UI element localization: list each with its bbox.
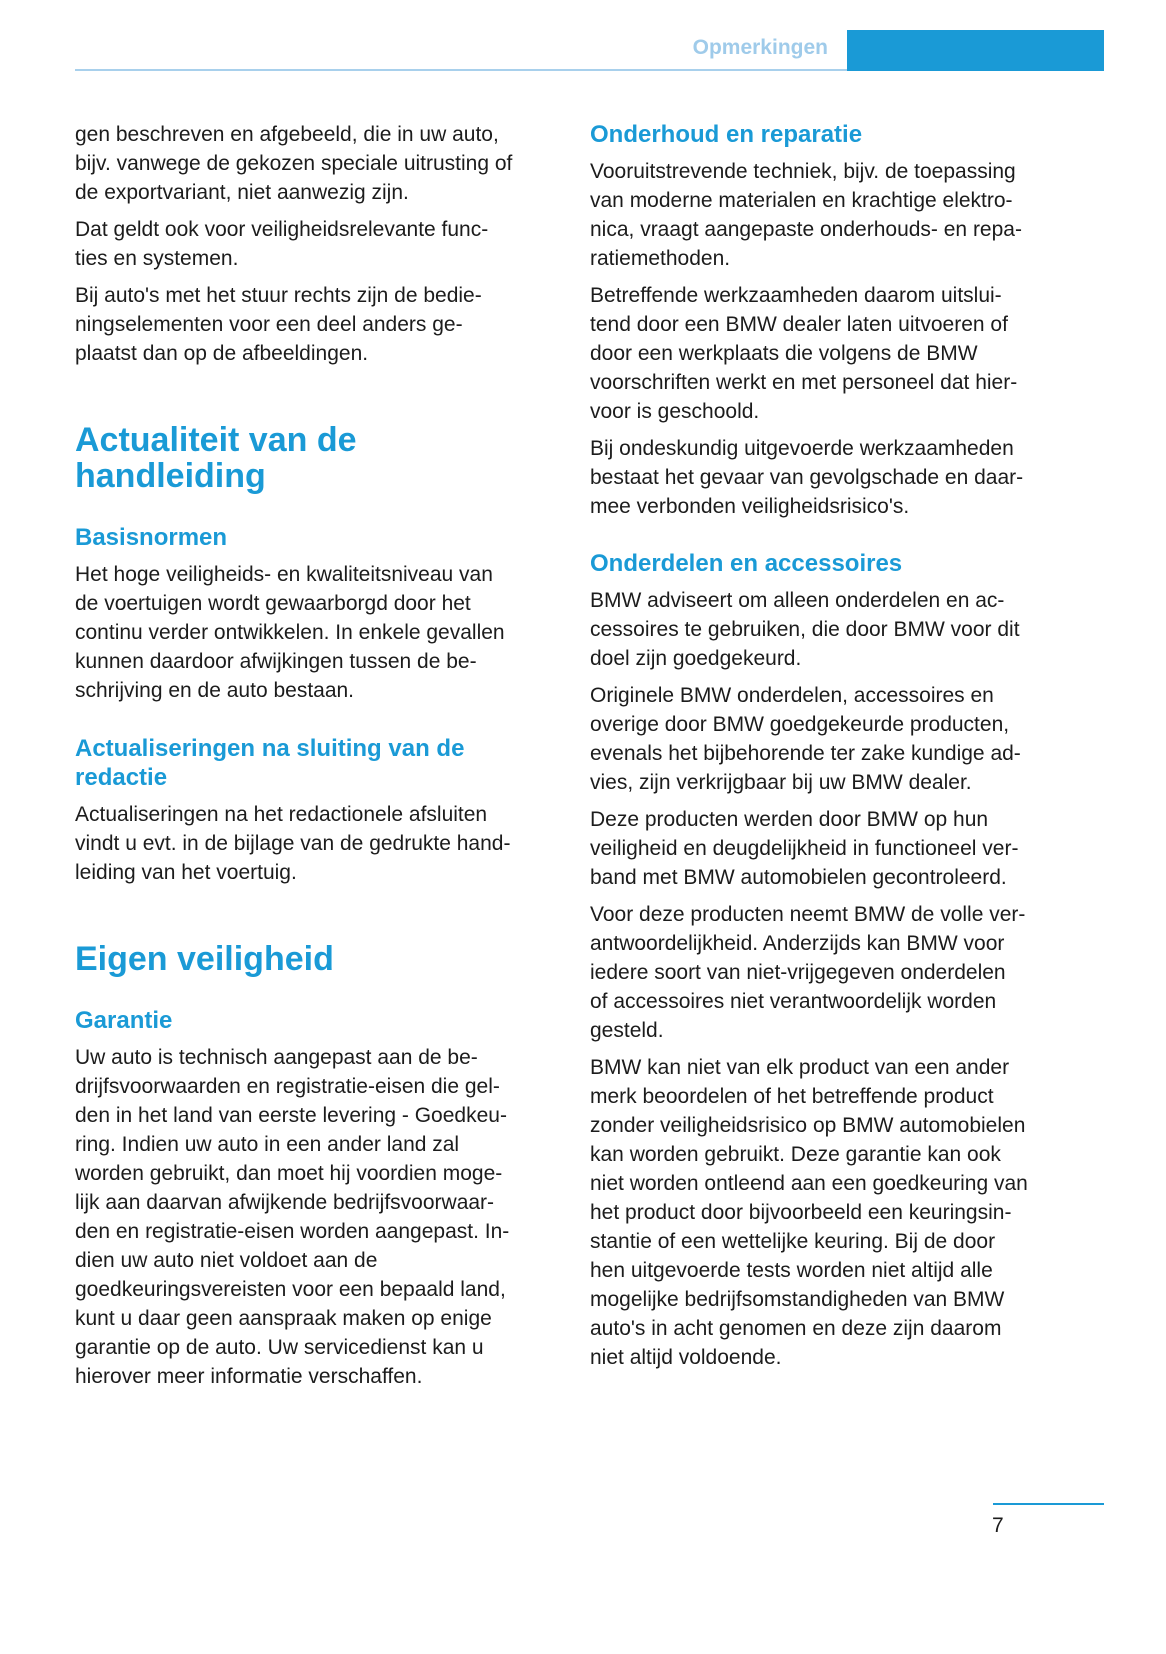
paragraph: Het hoge veiligheids- en kwaliteitsniveau van de voertuigen wordt gewaarborgd door het continu verder ontwikkelen. In enkele gevallen kunnen daardoor afwijkingen tussen de be- schrijving en de auto bestaan. [75, 563, 505, 702]
header-rule [75, 69, 847, 71]
paragraph: Voor deze producten neemt BMW de volle ver- antwoordelijkheid. Anderzijds kan BMW voor iedere soort van niet-vrijgegeven onderdelen of accessoires niet verantwoordelijk worden gesteld. [590, 903, 1026, 1042]
heading-basisnormen: Basisnormen [75, 524, 228, 551]
paragraph: Deze producten werden door BMW op hun veiligheid en deugdelijkheid in functioneel ver- band met BMW automobielen gecontroleerd. [590, 808, 1019, 889]
paragraph: Betreffende werkzaamheden daarom uitslui- tend door een BMW dealer laten uitvoeren of door een werkplaats die volgens de BMW voorschriften werkt en met personeel dat hier- voor is geschoold. [590, 284, 1018, 423]
paragraph: Originele BMW onderdelen, accessoires en overige door BMW goedgekeurde producten, evenals het bijbehorende ter zake kundige ad- vies, zijn verkrijgbaar bij uw BMW dealer. [590, 684, 1021, 794]
header-color-bar [847, 30, 1104, 71]
section-title: Opmerkingen [692, 36, 828, 59]
paragraph: BMW kan niet van elk product van een ander merk beoordelen of het betreffende product zonder veiligheidsrisico op BMW automobielen kan worden gebruikt. Deze garantie kan ook niet worden ontleend aan een goedkeuring van het product door bijvoorbeeld een keuringsin- stantie of een wettelijke keuring. Bij de door hen uitgevoerde tests worden niet altijd alle mogelijke bedrijfsomstandigheden van BMW auto's in acht genomen en deze zijn daarom niet altijd voldoende. [590, 1056, 1028, 1369]
heading-onderdelen: Onderdelen en accessoires [590, 550, 903, 577]
heading-actualiseringen: Actualiseringen na sluiting van de redactie [75, 735, 465, 791]
paragraph: Dat geldt ook voor veiligheidsrelevante func- ties en systemen. [75, 218, 489, 270]
paragraph: Bij auto's met het stuur rechts zijn de bedie- ningselementen voor een deel anders ge- plaatst dan op de afbeeldingen. [75, 284, 482, 365]
paragraph: Bij ondeskundig uitgevoerde werkzaamheden bestaat het gevaar van gevolgschade en daar- mee verbonden veiligheidsrisico's. [590, 437, 1024, 518]
footer-rule [993, 1503, 1104, 1505]
heading-garantie: Garantie [75, 1007, 173, 1034]
paragraph: gen beschreven en afgebeeld, die in uw auto, bijv. vanwege de gekozen speciale uitrusting of de exportvariant, niet aanwezig zijn. [75, 123, 513, 204]
heading-eigen-veiligheid: Eigen veiligheid [75, 940, 334, 978]
paragraph: Vooruitstrevende techniek, bijv. de toepassing van moderne materialen en krachtige elektro- nica, vraagt aangepaste onderhouds- en repa- ratiemethoden. [590, 160, 1022, 270]
paragraph: Actualiseringen na het redactionele afsluiten vindt u evt. in de bijlage van de gedrukte hand- leiding van het voertuig. [75, 803, 511, 884]
page-number: 7 [992, 1514, 1004, 1537]
heading-actualiteit: Actualiteit van de handleiding [75, 421, 357, 495]
heading-onderhoud: Onderhoud en reparatie [590, 121, 863, 148]
paragraph: Uw auto is technisch aangepast aan de be- drijfsvoorwaarden en registratie-eisen die gel- den in het land van eerste levering - Goedkeu- ring. Indien uw auto in een ander land zal worden gebruikt, dan moet hij voordien moge- lijk aan daarvan afwijkende bedrijfsvoorwaar- den en registratie-eisen worden aangepast. In- dien uw auto niet voldoet aan de goedkeuringsvereisten voor een bepaald land, kunt u daar geen aanspraak maken op enige garantie op de auto. Uw servicedienst kan u hierover meer informatie verschaffen. [75, 1046, 510, 1388]
paragraph: BMW adviseert om alleen onderdelen en ac- cessoires te gebruiken, die door BMW voor dit doel zijn goedgekeurd. [590, 589, 1020, 670]
